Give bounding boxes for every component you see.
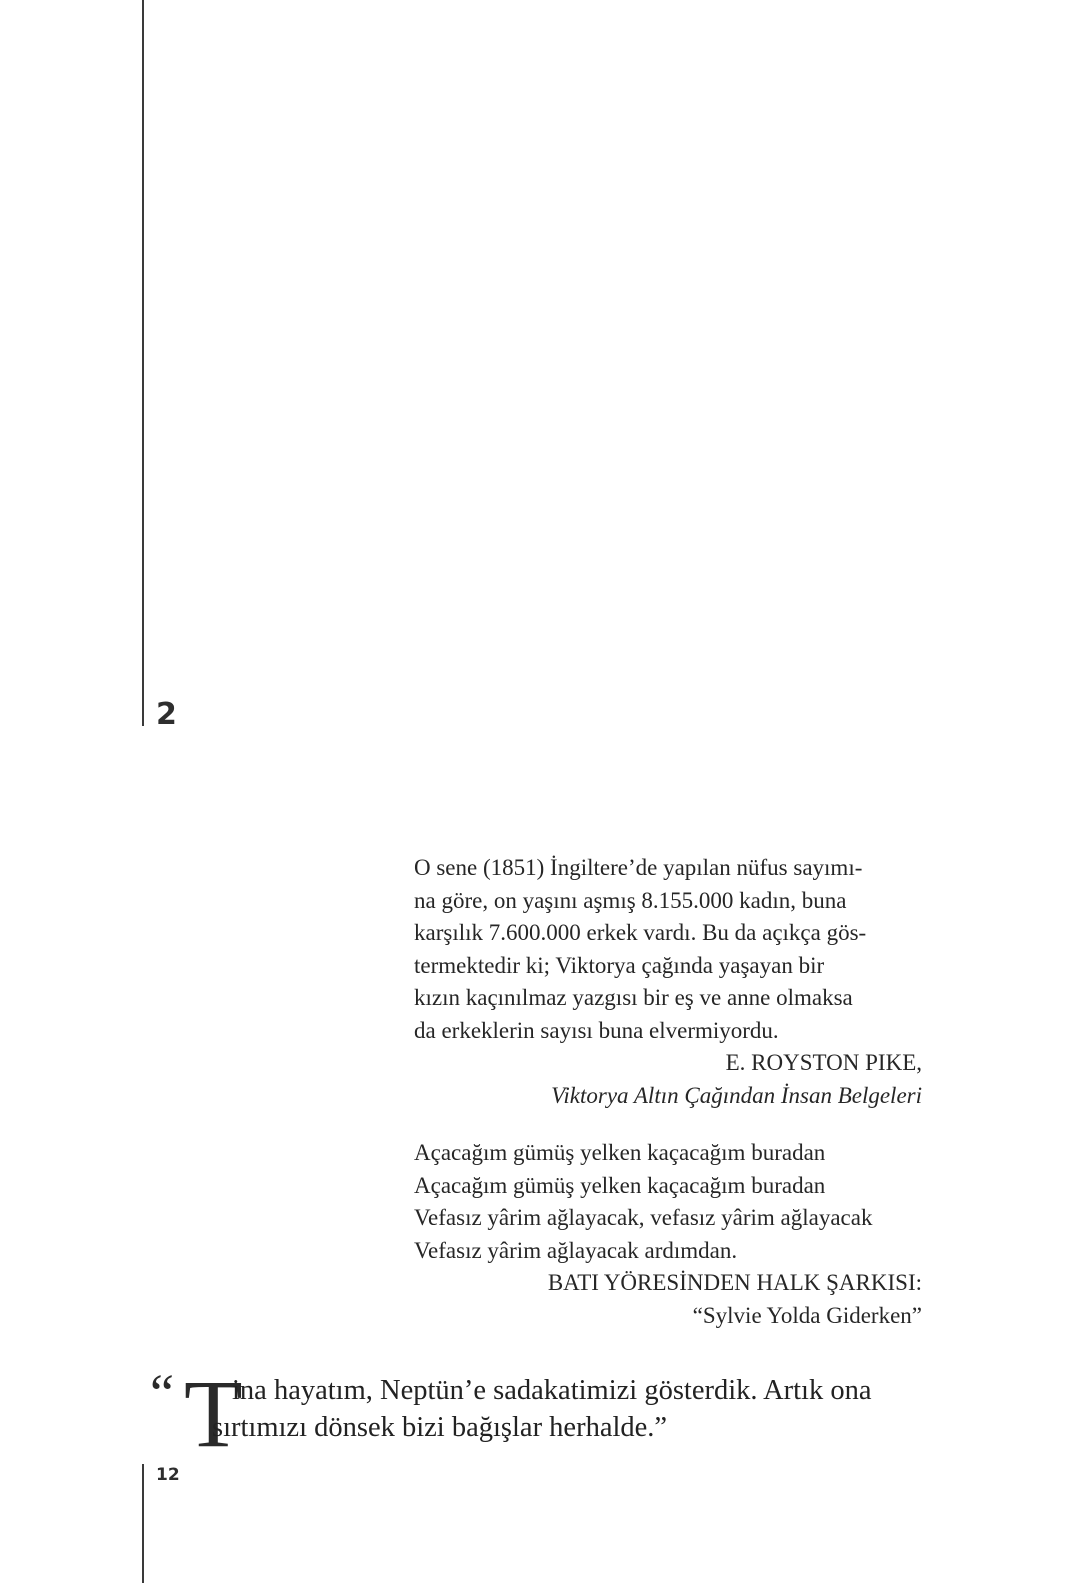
opening-quote-mark: “: [150, 1363, 174, 1423]
chapter-number: 2: [156, 697, 177, 732]
epigraph-line: da erkeklerin sayısı buna elvermiyordu.: [414, 1017, 779, 1043]
epigraph-folk-song-text: [414, 1137, 922, 1267]
epigraph-line: Açacağım gümüş yelken kaçacağım buradan: [414, 1140, 826, 1165]
opening-line: sırtımızı dönsek bizi bağışlar herhalde.”: [212, 1412, 668, 1443]
epigraph-folk-song-source: “Sylvie Yolda Giderken”: [692, 1302, 922, 1328]
epigraph-line: na göre, on yaşını aşmış 8.155.000 kadın, buna: [414, 887, 847, 913]
opening-text: [212, 1372, 932, 1446]
epigraph-census: [414, 852, 922, 1112]
drop-cap: T: [184, 1360, 243, 1467]
epigraph-folk-song: [414, 1137, 922, 1332]
epigraph-line: termektedir ki; Viktorya çağında yaşayan bir: [414, 952, 825, 978]
margin-rule-top: [142, 0, 144, 726]
epigraph-line: kızın kaçınılmaz yazgısı bir eş ve anne olmaksa: [414, 985, 853, 1010]
chapter-opening: [150, 1360, 930, 1467]
epigraph-line: karşılık 7.600.000 erkek vardı. Bu da açıkça gös-: [414, 920, 867, 945]
epigraph-census-author: E. ROYSTON PIKE,: [725, 1050, 922, 1075]
epigraph-folk-song-author: BATI YÖRESİNDEN HALK ŞARKISI:: [547, 1270, 922, 1295]
epigraph-census-text: [414, 852, 922, 1047]
epigraph-line: Vefasız yârim ağlayacak, vefasız yârim ağlayacak: [414, 1205, 873, 1230]
page-number: 12: [156, 1465, 180, 1485]
epigraph-census-source: Viktorya Altın Çağından İnsan Belgeleri: [551, 1082, 922, 1108]
epigraph-line: O sene (1851) İngiltere’de yapılan nüfus sayımı-: [414, 855, 863, 880]
epigraph-line: Vefasız yârim ağlayacak ardımdan.: [414, 1237, 738, 1263]
opening-line: ina hayatım, Neptün’e sadakatimizi gösterdik. Artık ona: [232, 1375, 872, 1406]
epigraph-line: Açacağım gümüş yelken kaçacağım buradan: [414, 1172, 826, 1198]
margin-rule-bottom: [142, 1464, 144, 1583]
